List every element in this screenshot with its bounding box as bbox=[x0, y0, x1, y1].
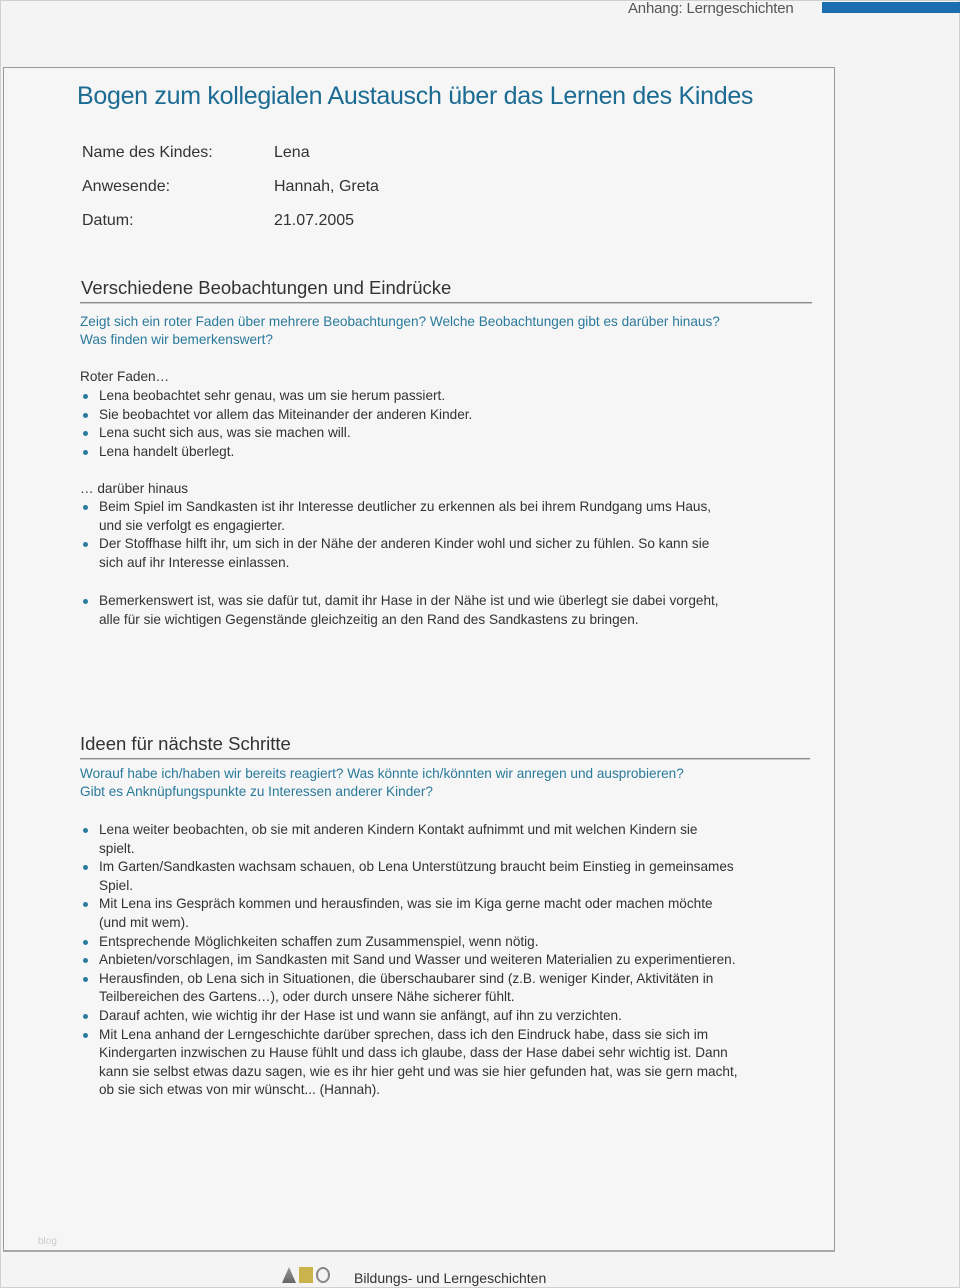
list-item-line: Mit Lena anhand der Lerngeschichte darüber sprechen, dass ich den Eindruck habe, dass sie sich im bbox=[99, 1026, 709, 1042]
list-item bbox=[80, 933, 738, 952]
roter-faden-list bbox=[80, 387, 472, 461]
list-item bbox=[80, 535, 711, 572]
field-value-date: 21.07.2005 bbox=[274, 212, 355, 229]
list-item-line: Der Stoffhase hilft ihr, um sich in der Nähe der anderen Kinder wohl und sicher zu fühlen. So kann sie bbox=[99, 536, 710, 552]
list-item-line: Mit Lena ins Gespräch kommen und herausfinden, was sie im Kiga gerne macht oder machen möchte bbox=[99, 896, 713, 912]
bullet-icon bbox=[83, 542, 88, 547]
bullet-icon bbox=[83, 394, 88, 399]
bemerkenswert-list bbox=[80, 592, 719, 629]
bullet-icon bbox=[83, 865, 88, 870]
field-value-present: Hannah, Greta bbox=[274, 178, 379, 195]
bullet-icon bbox=[83, 431, 88, 436]
list-item bbox=[80, 951, 738, 970]
list-item-line: sich auf ihr Interesse einlassen. bbox=[99, 554, 290, 570]
section-divider bbox=[80, 302, 812, 304]
logo-hand-icon bbox=[316, 1267, 330, 1283]
list-item bbox=[80, 592, 719, 629]
list-item-line: Spiel. bbox=[99, 877, 134, 893]
list-item bbox=[80, 970, 738, 1007]
list-item-line: kann sie selbst etwas dazu sagen, wie es ihr hier geht und was sie hier gefunden hat, was sie gern macht, bbox=[99, 1063, 738, 1079]
bullet-icon bbox=[83, 1014, 88, 1019]
watermark: blog bbox=[38, 1236, 57, 1247]
list-item bbox=[80, 895, 738, 932]
list-item bbox=[80, 443, 472, 462]
list-item bbox=[80, 858, 738, 895]
running-head: Anhang: Lerngeschichten bbox=[628, 0, 794, 17]
section-divider bbox=[80, 758, 810, 760]
field-label-name: Name des Kindes: bbox=[82, 144, 213, 161]
list-item-line: Beim Spiel im Sandkasten ist ihr Interesse deutlicher zu erkennen als bei ihrem Rundgang ums Haus, bbox=[99, 499, 712, 514]
guiding-question: Was finden wir bemerkenswert? bbox=[80, 332, 273, 347]
list-item-line: Kindergarten inzwischen zu Hause fühlt und dass ich glaube, dass der Hase dabei sehr wichtig ist. Dann bbox=[99, 1045, 728, 1061]
list-item-line: Sie beobachtet vor allem das Miteinander der anderen Kinder. bbox=[99, 406, 473, 422]
bullet-icon bbox=[83, 450, 88, 455]
guiding-question: Zeigt sich ein roter Faden über mehrere Beobachtungen? Welche Beobachtungen gibt es darüber hinaus? bbox=[80, 314, 720, 329]
subheading-roter-faden: Roter Faden… bbox=[80, 369, 170, 384]
page-title: Bogen zum kollegialen Austausch über das Lernen des Kindes bbox=[77, 82, 754, 110]
list-item-line: Im Garten/Sandkasten wachsam schauen, ob Lena Unterstützung braucht beim Einstieg in gemeinsames bbox=[99, 859, 734, 875]
field-value-name: Lena bbox=[274, 144, 310, 161]
field-label-present: Anwesende: bbox=[82, 178, 171, 195]
darueber-hinaus-list bbox=[80, 498, 711, 572]
list-item-line: Lena beobachtet sehr genau, was um sie herum passiert. bbox=[99, 388, 446, 403]
bullet-icon bbox=[83, 958, 88, 963]
list-item-line: Lena sucht sich aus, was sie machen will. bbox=[99, 425, 351, 441]
list-item bbox=[80, 387, 472, 406]
list-item-line: Herausfinden, ob Lena sich in Situationen, die überschaubarer sind (z.B. weniger Kinder, Aktivitäten in bbox=[99, 970, 714, 986]
section-heading-observations: Verschiedene Beobachtungen und Eindrücke bbox=[81, 277, 452, 298]
guiding-question: Gibt es Anknüpfungspunkte zu Interessen anderer Kinder? bbox=[80, 784, 433, 799]
list-item-line: Bemerkenswert ist, was sie dafür tut, damit ihr Hase in der Nähe ist und wie überlegt sie dabei vorgeht, bbox=[99, 593, 719, 608]
list-item-line: spielt. bbox=[99, 840, 135, 856]
footer-title: Bildungs- und Lerngeschichten bbox=[354, 1270, 547, 1286]
guiding-question: Worauf habe ich/haben wir bereits reagiert? Was könnte ich/könnten wir anregen und ausprobieren? bbox=[80, 766, 684, 781]
list-item-line: Lena handelt überlegt. bbox=[99, 443, 235, 459]
list-item-line: ob sie sich etwas von mir wünscht... (Hannah). bbox=[99, 1082, 381, 1098]
list-item bbox=[80, 498, 711, 535]
list-item bbox=[80, 424, 472, 443]
list-item-line: Darauf achten, wie wichtig ihr der Hase ist und wann sie anfängt, auf ihn zu verzichten. bbox=[99, 1007, 622, 1023]
list-item bbox=[80, 406, 472, 425]
list-item-line: und sie verfolgt es engagierter. bbox=[99, 517, 285, 533]
bullet-icon bbox=[83, 940, 88, 945]
bullet-icon bbox=[83, 977, 88, 982]
subheading-darueber-hinaus: … darüber hinaus bbox=[80, 481, 189, 496]
logo-figure-icon bbox=[282, 1267, 296, 1283]
bullet-icon bbox=[83, 828, 88, 833]
bullet-icon bbox=[83, 902, 88, 907]
logo-blocks-icon bbox=[299, 1267, 313, 1283]
next-steps-list bbox=[80, 821, 738, 1100]
list-item-line: Teilbereichen des Gartens…), oder durch unsere Nähe sicherer fühlt. bbox=[99, 989, 515, 1005]
list-item bbox=[80, 1026, 738, 1100]
list-item-line: (und mit wem). bbox=[99, 914, 189, 930]
header-accent-bar bbox=[822, 2, 960, 13]
list-item-line: alle für sie wichtigen Gegenstände gleichzeitig an den Rand des Sandkastens zu bringen. bbox=[99, 611, 639, 627]
list-item bbox=[80, 1007, 738, 1026]
list-item bbox=[80, 821, 738, 858]
bullet-icon bbox=[83, 599, 88, 604]
bullet-icon bbox=[83, 505, 88, 510]
list-item-line: Entsprechende Möglichkeiten schaffen zum Zusammenspiel, wenn nötig. bbox=[99, 933, 539, 949]
list-item-line: Anbieten/vorschlagen, im Sandkasten mit Sand und Wasser und weiteren Materialien zu experimentieren. bbox=[99, 952, 736, 968]
bullet-icon bbox=[83, 413, 88, 418]
footer-logos bbox=[282, 1267, 330, 1283]
list-item-line: Lena weiter beobachten, ob sie mit anderen Kindern Kontakt aufnimmt und mit welchen Kindern sie bbox=[99, 822, 698, 837]
section-heading-next-steps: Ideen für nächste Schritte bbox=[80, 733, 291, 754]
field-label-date: Datum: bbox=[82, 212, 134, 229]
bullet-icon bbox=[83, 1033, 88, 1038]
